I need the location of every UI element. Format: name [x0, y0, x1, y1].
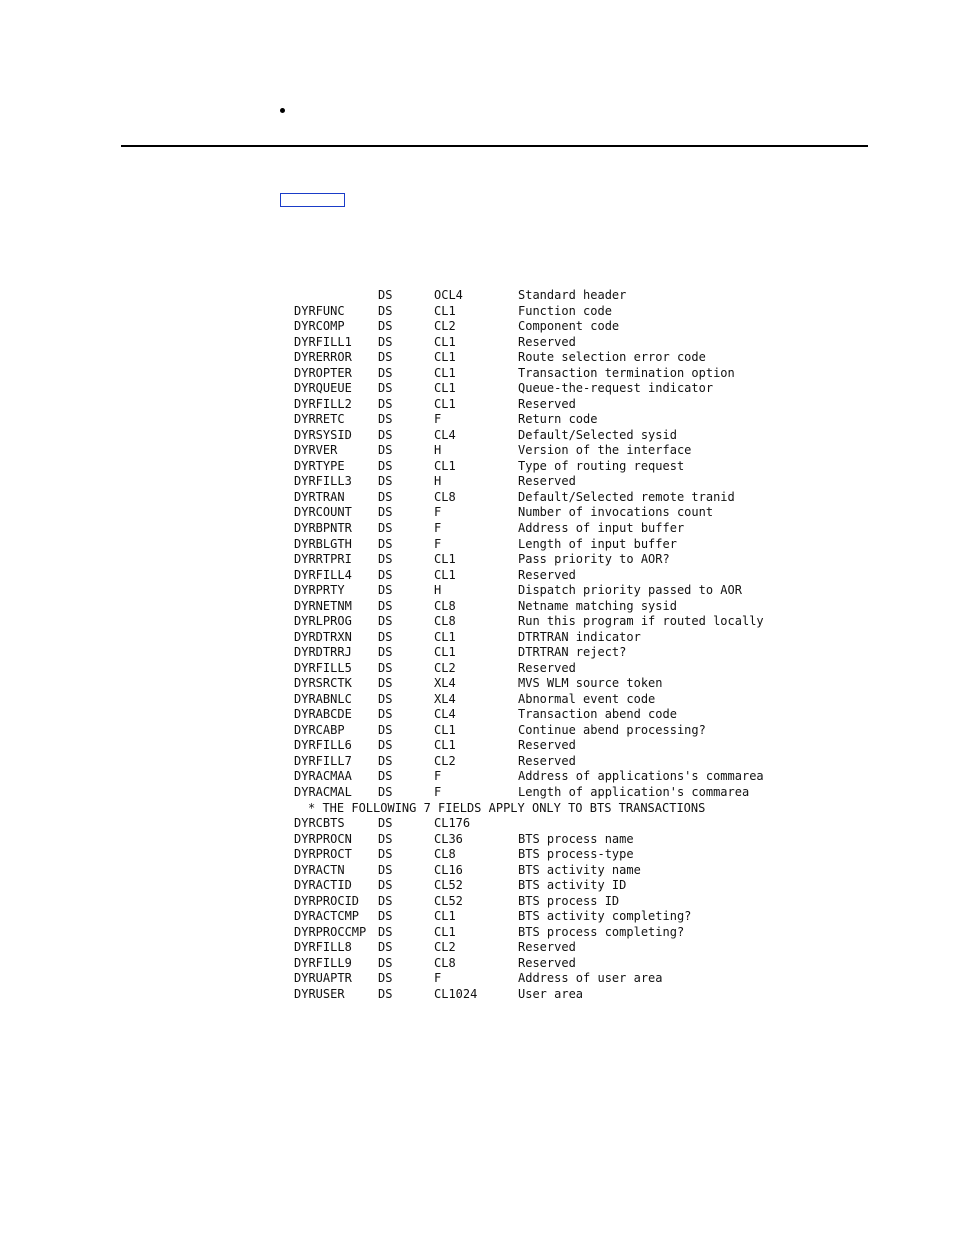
field-operand: CL1 [434, 458, 456, 473]
field-comment: Length of application's commarea [518, 785, 750, 799]
field-operand: XL4 [434, 676, 456, 691]
field-row [294, 599, 894, 615]
field-operand: CL1 [434, 396, 456, 411]
field-op: DS [378, 334, 393, 349]
comment-text: * THE FOLLOWING 7 FIELDS APPLY ONLY TO BTS TRANSACTIONS [308, 800, 706, 815]
field-row [294, 583, 894, 599]
field-row [294, 490, 894, 506]
field-row [294, 335, 894, 351]
field-op: DS [378, 458, 393, 473]
field-label: DYRDTRRJ [294, 645, 352, 660]
field-comment: BTS activity name [518, 862, 641, 877]
field-operand: CL1 [434, 365, 456, 380]
field-operand: XL4 [434, 691, 456, 706]
field-row [294, 412, 894, 428]
field-label: DYRFILL9 [294, 955, 352, 970]
field-op: DS [378, 691, 393, 706]
field-operand: F [434, 412, 442, 427]
field-op: DS [378, 769, 393, 784]
field-label: DYRFILL6 [294, 738, 352, 753]
field-row [294, 568, 894, 584]
field-comment: Default/Selected sysid [518, 427, 677, 442]
field-label: DYRNETNM [294, 598, 352, 613]
field-row [294, 785, 894, 801]
field-label: DYRPROCT [294, 847, 352, 862]
field-operand: CL1 [434, 381, 456, 396]
field-row [294, 707, 894, 723]
field-operand: CL1 [434, 924, 456, 939]
field-label: DYRPRTY [294, 583, 345, 598]
field-op: DS [378, 707, 393, 722]
field-comment: Abnormal event code [518, 691, 656, 706]
field-comment: Reserved [518, 567, 576, 582]
field-row [294, 661, 894, 677]
field-label: DYRSYSID [294, 427, 352, 442]
header-rule [121, 145, 868, 147]
field-row [294, 614, 894, 630]
field-comment: Number of invocations count [518, 505, 714, 520]
field-comment: DTRTRAN reject? [518, 645, 627, 660]
field-op: DS [378, 303, 393, 318]
field-op: DS [378, 520, 393, 535]
field-operand: CL1 [434, 645, 456, 660]
field-label: DYRTRAN [294, 489, 345, 504]
field-row [294, 474, 894, 490]
field-operand: CL2 [434, 753, 456, 768]
field-op: DS [378, 412, 393, 427]
field-label: DYRERROR [294, 350, 352, 365]
field-row [294, 381, 894, 397]
field-comment: Transaction termination option [518, 365, 735, 380]
field-operand: CL8 [434, 598, 456, 613]
field-op: DS [378, 288, 393, 302]
field-comment: MVS WLM source token [518, 676, 663, 691]
field-comment: Address of applications's commarea [518, 769, 764, 784]
field-comment: Pass priority to AOR? [518, 552, 670, 567]
field-label: DYRFILL8 [294, 940, 352, 955]
field-row [294, 443, 894, 459]
field-op: DS [378, 319, 393, 334]
field-label: DYROPTER [294, 365, 352, 380]
field-label: DYRACMAL [294, 785, 352, 799]
field-op: DS [378, 474, 393, 489]
field-row [294, 987, 894, 1003]
field-row [294, 723, 894, 739]
field-op: DS [378, 878, 393, 893]
field-label: DYRLPROG [294, 614, 352, 629]
field-comment: Queue-the-request indicator [518, 381, 714, 396]
field-row [294, 537, 894, 553]
field-label: DYRCABP [294, 722, 345, 737]
field-row [294, 940, 894, 956]
field-operand: F [434, 785, 442, 799]
field-comment: Type of routing request [518, 458, 685, 473]
field-label: DYRACMAA [294, 769, 352, 784]
field-op: DS [378, 676, 393, 691]
assembler-listing [294, 288, 894, 1002]
field-operand: CL1024 [434, 986, 478, 1001]
field-comment: Address of user area [518, 971, 663, 986]
field-operand: CL1 [434, 567, 456, 582]
field-row [294, 350, 894, 366]
field-row [294, 956, 894, 972]
field-label: DYRUAPTR [294, 971, 352, 986]
field-operand: CL16 [434, 862, 463, 877]
field-row [294, 692, 894, 708]
field-op: DS [378, 785, 393, 799]
field-row [294, 397, 894, 413]
field-op: DS [378, 909, 393, 924]
field-operand: CL1 [434, 552, 456, 567]
field-label: DYRQUEUE [294, 381, 352, 396]
field-op: DS [378, 753, 393, 768]
field-op: DS [378, 396, 393, 411]
field-comment: Transaction abend code [518, 707, 677, 722]
field-label: DYRACTID [294, 878, 352, 893]
field-op: DS [378, 583, 393, 598]
field-comment: Return code [518, 412, 598, 427]
field-operand: CL1 [434, 738, 456, 753]
field-operand: CL8 [434, 955, 456, 970]
field-comment: Reserved [518, 738, 576, 753]
field-label: DYRACTN [294, 862, 345, 877]
field-operand: CL1 [434, 303, 456, 318]
field-op: DS [378, 847, 393, 862]
field-label: DYRABCDE [294, 707, 352, 722]
field-comment: Version of the interface [518, 443, 692, 458]
field-comment: Reserved [518, 474, 576, 489]
field-comment: DTRTRAN indicator [518, 629, 641, 644]
field-operand: CL52 [434, 893, 463, 908]
field-label: DYRFUNC [294, 303, 345, 318]
field-row [294, 878, 894, 894]
field-label: DYRBLGTH [294, 536, 352, 551]
field-op: DS [378, 381, 393, 396]
field-comment: Standard header [518, 288, 627, 302]
field-comment: BTS process-type [518, 847, 634, 862]
field-comment: BTS process ID [518, 893, 620, 908]
field-comment: Reserved [518, 955, 576, 970]
field-row [294, 894, 894, 910]
field-op: DS [378, 924, 393, 939]
field-comment: Reserved [518, 753, 576, 768]
comment-row [294, 801, 894, 817]
cross-reference-link[interactable] [280, 193, 345, 207]
field-op: DS [378, 816, 393, 831]
field-operand: CL8 [434, 489, 456, 504]
field-op: DS [378, 722, 393, 737]
field-row [294, 738, 894, 754]
field-comment: Length of input buffer [518, 536, 677, 551]
field-op: DS [378, 505, 393, 520]
field-op: DS [378, 955, 393, 970]
field-label: DYRPROCID [294, 893, 360, 908]
field-row [294, 925, 894, 941]
field-comment: Continue abend processing? [518, 722, 706, 737]
field-comment: BTS process name [518, 831, 634, 846]
field-label: DYRFILL3 [294, 474, 352, 489]
field-label: DYRUSER [294, 986, 345, 1001]
field-label: DYRDTRXN [294, 629, 352, 644]
field-operand: H [434, 443, 442, 458]
field-label: DYRSRCTK [294, 676, 352, 691]
field-comment: Netname matching sysid [518, 598, 677, 613]
field-label: DYRABNLC [294, 691, 352, 706]
field-row [294, 909, 894, 925]
field-row [294, 754, 894, 770]
field-op: DS [378, 831, 393, 846]
field-label: DYRTYPE [294, 458, 345, 473]
field-label: DYRCOMP [294, 319, 345, 334]
field-row [294, 552, 894, 568]
field-operand: F [434, 769, 442, 784]
field-row [294, 769, 894, 785]
field-row [294, 816, 894, 832]
field-op: DS [378, 598, 393, 613]
field-op: DS [378, 940, 393, 955]
field-operand: CL4 [434, 707, 456, 722]
field-operand: CL1 [434, 722, 456, 737]
field-op: DS [378, 350, 393, 365]
field-op: DS [378, 660, 393, 675]
field-op: DS [378, 443, 393, 458]
field-row [294, 676, 894, 692]
field-label: DYRBPNTR [294, 520, 352, 535]
field-operand: CL1 [434, 350, 456, 365]
field-comment: Run this program if routed locally [518, 614, 764, 629]
field-label: DYRRTPRI [294, 552, 352, 567]
field-comment: Reserved [518, 940, 576, 955]
field-op: DS [378, 567, 393, 582]
bullet-marker [280, 108, 285, 113]
field-comment: Reserved [518, 660, 576, 675]
field-label: DYRFILL5 [294, 660, 352, 675]
field-op: DS [378, 645, 393, 660]
field-comment: Dispatch priority passed to AOR [518, 583, 742, 598]
field-operand: CL52 [434, 878, 463, 893]
field-row [294, 304, 894, 320]
field-comment: Reserved [518, 334, 576, 349]
field-row [294, 366, 894, 382]
field-row [294, 521, 894, 537]
field-label: DYRFILL1 [294, 334, 352, 349]
field-label: DYRCOUNT [294, 505, 352, 520]
field-comment: BTS activity ID [518, 878, 627, 893]
field-operand: OCL4 [434, 288, 463, 302]
field-label: DYRVER [294, 443, 338, 458]
field-label: DYRFILL4 [294, 567, 352, 582]
field-op: DS [378, 971, 393, 986]
field-op: DS [378, 738, 393, 753]
field-operand: CL2 [434, 660, 456, 675]
field-operand: F [434, 536, 442, 551]
field-row [294, 971, 894, 987]
field-row [294, 630, 894, 646]
field-row [294, 863, 894, 879]
field-comment: Default/Selected remote tranid [518, 489, 735, 504]
field-label: DYRFILL7 [294, 753, 352, 768]
field-op: DS [378, 536, 393, 551]
field-row [294, 645, 894, 661]
field-comment: Reserved [518, 396, 576, 411]
field-label: DYRRETC [294, 412, 345, 427]
field-operand: CL8 [434, 614, 456, 629]
field-op: DS [378, 862, 393, 877]
field-operand: CL1 [434, 909, 456, 924]
field-row [294, 428, 894, 444]
field-label: DYRPROCCMP [294, 924, 367, 939]
field-label: DYRPROCN [294, 831, 352, 846]
field-op: DS [378, 365, 393, 380]
field-op: DS [378, 629, 393, 644]
field-row [294, 505, 894, 521]
field-op: DS [378, 614, 393, 629]
field-operand: CL2 [434, 940, 456, 955]
field-comment: Address of input buffer [518, 520, 685, 535]
field-op: DS [378, 552, 393, 567]
field-op: DS [378, 489, 393, 504]
field-operand: CL176 [434, 816, 471, 831]
field-op: DS [378, 427, 393, 442]
field-operand: CL1 [434, 334, 456, 349]
field-comment: Route selection error code [518, 350, 706, 365]
field-comment: Component code [518, 319, 620, 334]
field-label: DYRCBTS [294, 816, 345, 831]
field-comment: User area [518, 986, 584, 1001]
field-row [294, 832, 894, 848]
field-operand: CL2 [434, 319, 456, 334]
field-comment: Function code [518, 303, 612, 318]
field-comment: BTS process completing? [518, 924, 685, 939]
field-row [294, 319, 894, 335]
field-comment: BTS activity completing? [518, 909, 692, 924]
field-row [294, 847, 894, 863]
field-operand: F [434, 971, 442, 986]
field-operand: F [434, 505, 442, 520]
field-row [294, 459, 894, 475]
field-operand: CL1 [434, 629, 456, 644]
field-label: DYRACTCMP [294, 909, 360, 924]
field-row [294, 288, 894, 304]
field-operand: H [434, 474, 442, 489]
field-op: DS [378, 986, 393, 1001]
field-label: DYRFILL2 [294, 396, 352, 411]
field-operand: F [434, 520, 442, 535]
field-operand: CL36 [434, 831, 463, 846]
field-operand: CL8 [434, 847, 456, 862]
field-op: DS [378, 893, 393, 908]
field-operand: H [434, 583, 442, 598]
field-operand: CL4 [434, 427, 456, 442]
